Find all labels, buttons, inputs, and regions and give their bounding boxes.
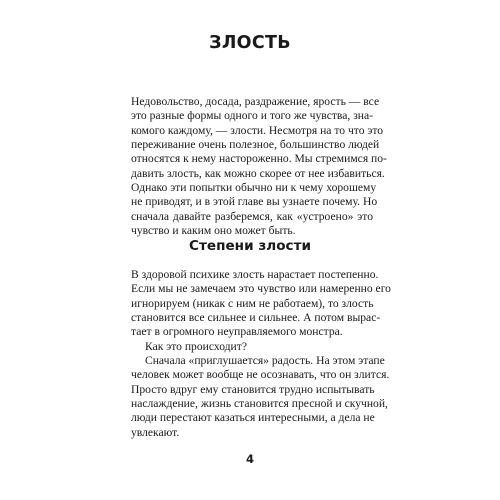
text-line: наслаждение, жизнь становится пресной и скучной, — [131, 397, 388, 411]
text-line: не приводят, и в этой главе вы узнаете почему. Но — [131, 195, 378, 209]
chapter-title: ЗЛОСТЬ — [209, 33, 291, 53]
section-title: Степени злости — [189, 238, 311, 254]
text-line: это разные формы одного и того же чувства, зна- — [131, 109, 373, 123]
text-line: становится все сильнее и сильнее. А потом вырас- — [131, 311, 381, 325]
text-line: сначала давайте разберемся, как «устроено» это — [131, 209, 373, 223]
text-line: переживание очень полезное, большинство людей — [131, 138, 380, 152]
section-paragraphs — [131, 268, 391, 440]
text-line: В здоровой психике злость нарастает постепенно. — [131, 268, 379, 281]
text-line: люди перестают казаться интересными, а дела не — [131, 411, 375, 425]
text-line: Однако эти попытки обычно ни к чему хорошему — [131, 181, 377, 195]
text-line: Просто вдруг ему становится трудно испытывать — [131, 382, 375, 396]
text-line: человек может вообще не осознавать, что он злится. — [131, 368, 390, 382]
text-line: чувство и каким оно может быть. — [131, 224, 296, 238]
intro-paragraph — [131, 95, 387, 238]
text-line: увлекают. — [131, 425, 180, 439]
text-line: тает в огромного неуправляемого монстра. — [131, 325, 343, 339]
page-number: 4 — [245, 452, 254, 466]
text-line: относятся к нему настороженно. Мы стремимся по- — [131, 152, 387, 166]
text-line: игнорируем (никак с ним не работаем), то злость — [131, 296, 374, 310]
text-line: комого каждому, — злости. Несмотря на то что это — [131, 123, 384, 137]
text-line: Сначала «приглушается» радость. На этом этапе — [145, 354, 385, 368]
text-line: Как это происходит? — [145, 339, 247, 353]
text-line: Если мы не замечаем это чувство или намеренно его — [131, 282, 391, 296]
text-line: давить злость, как можно скорее от нее избавиться. — [131, 166, 385, 180]
text-line: Недовольство, досада, раздражение, ярость — все — [131, 95, 380, 108]
